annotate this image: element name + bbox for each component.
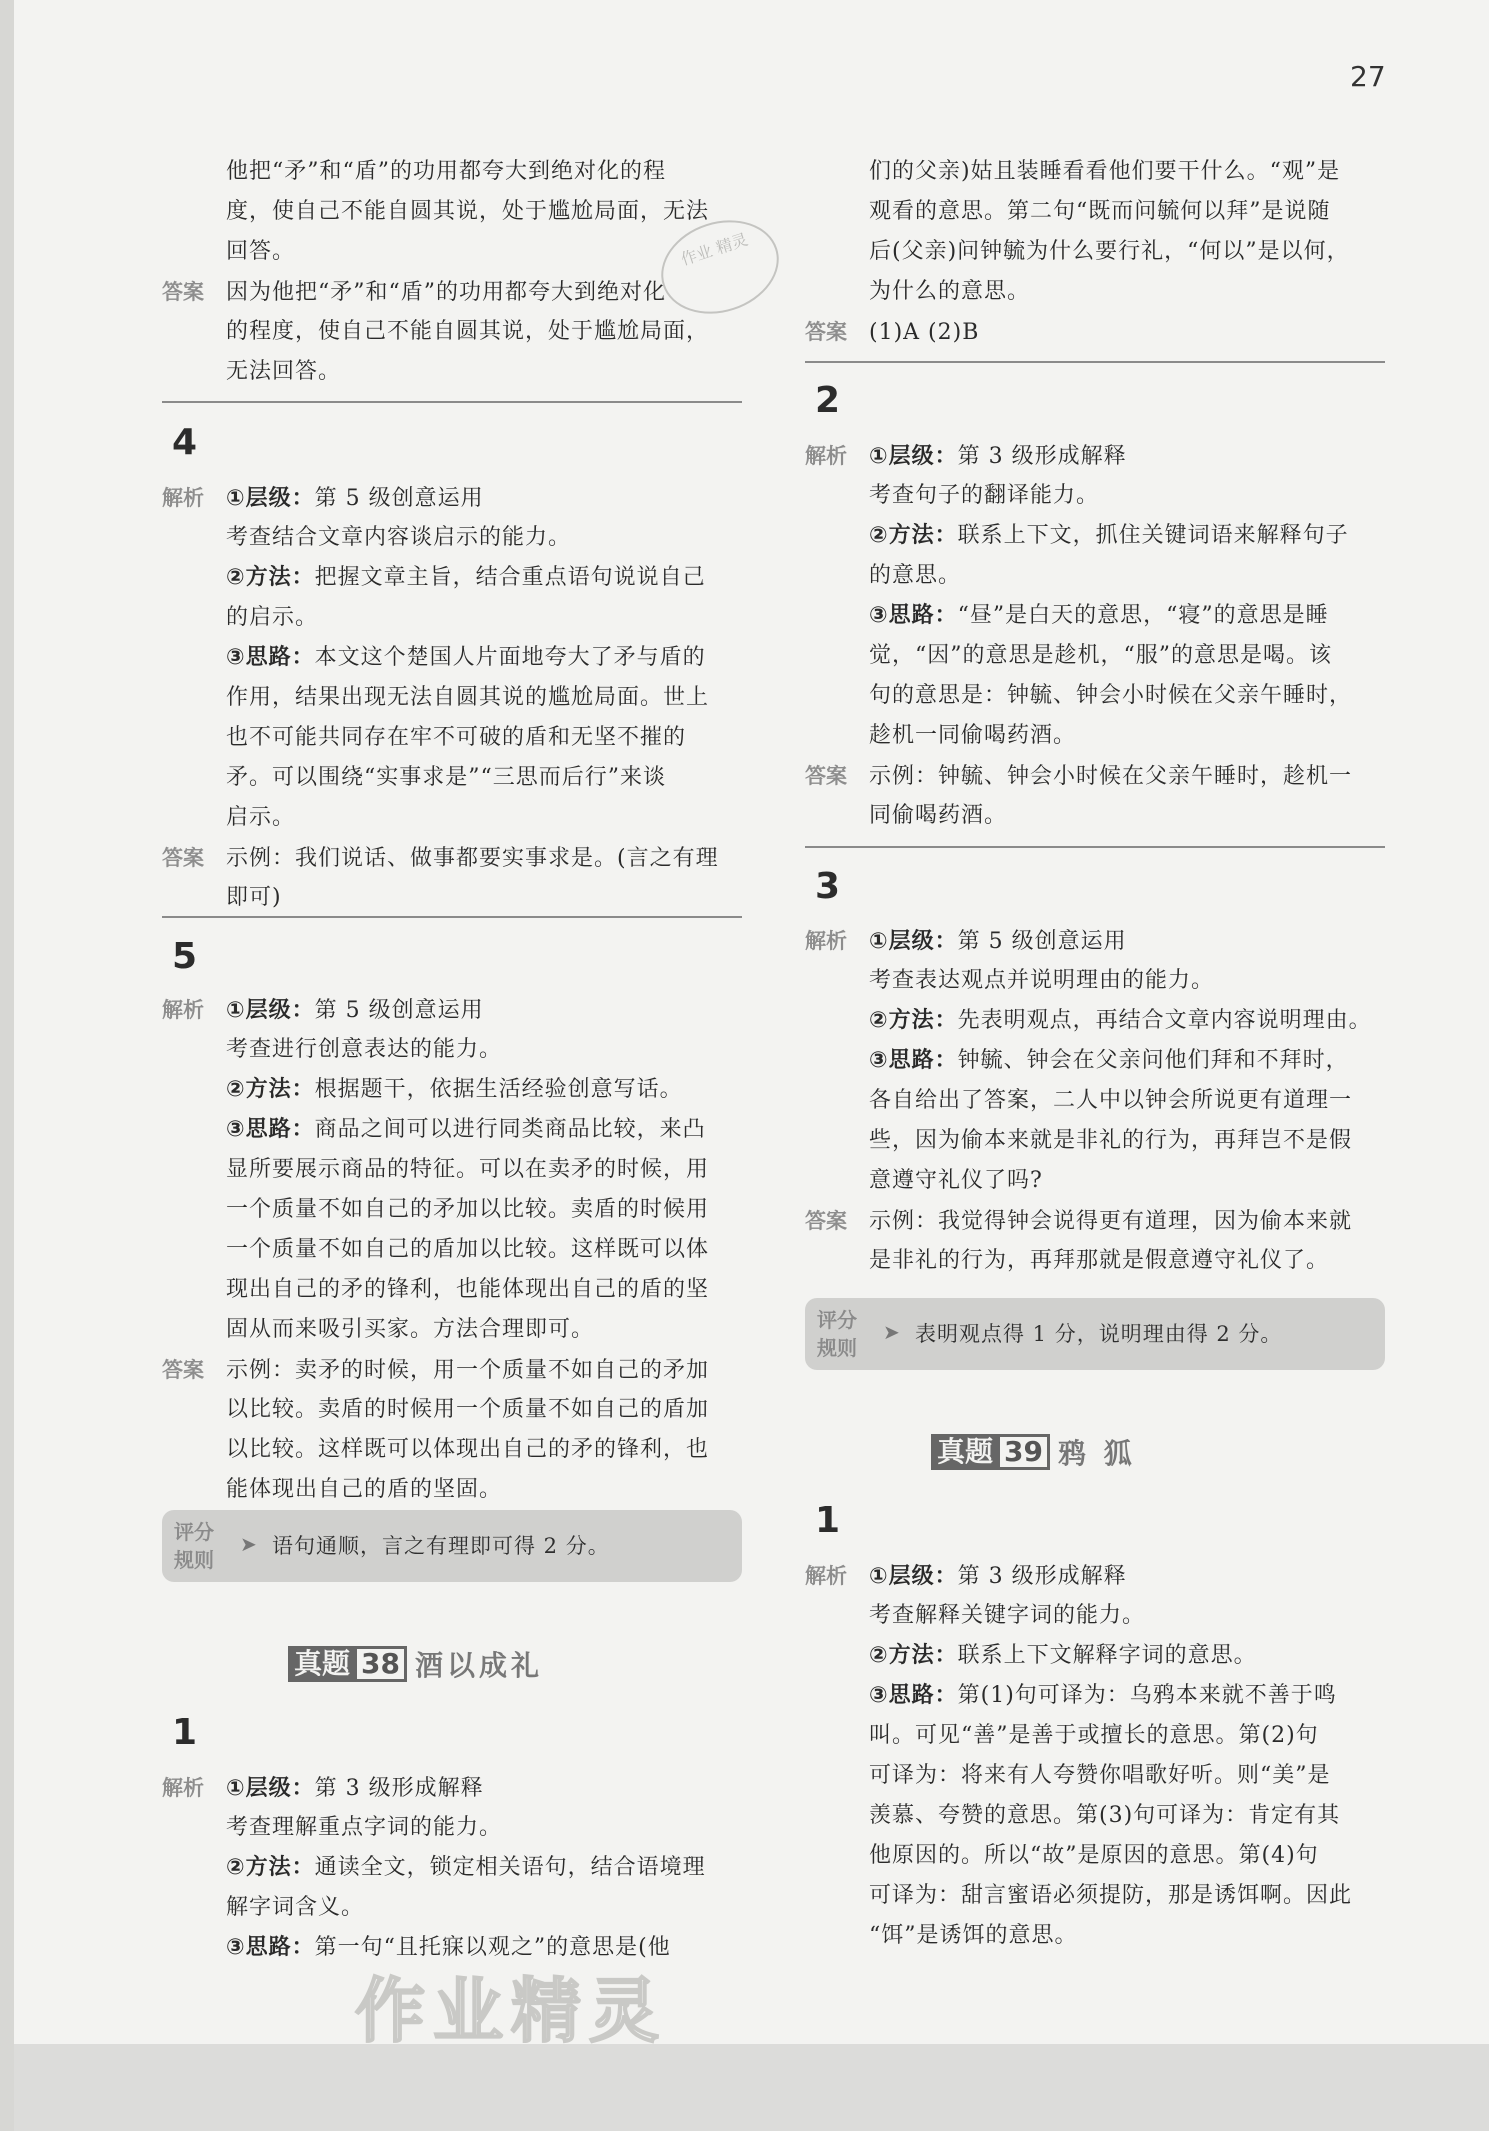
question-number: 1 bbox=[172, 1712, 198, 1753]
method-line bbox=[805, 516, 1385, 556]
text-line: 度，使自己不能自圆其说，处于尴尬局面，无法 bbox=[226, 199, 710, 224]
answer-line bbox=[162, 1350, 742, 1390]
level-line bbox=[162, 1768, 742, 1808]
text-line: 考查进行创意表达的能力。 bbox=[226, 1037, 503, 1062]
divider bbox=[162, 401, 742, 403]
text-line: 的启示。 bbox=[226, 605, 319, 630]
text-span: 钟毓、钟会在父亲问他们拜和不拜时， bbox=[957, 1048, 1349, 1073]
text-line: 显所要展示商品的特征。可以在卖矛的时候，用 bbox=[226, 1157, 710, 1182]
scoring-label-line: 评分 bbox=[817, 1308, 857, 1332]
text-line: 可译为：将来有人夸赞你唱歌好听。则“美”是 bbox=[869, 1763, 1331, 1788]
text-span: “昼”是白天的意思，“寝”的意思是睡 bbox=[957, 603, 1329, 628]
analysis-tag: 解析 bbox=[805, 444, 847, 468]
answer-tag: 答案 bbox=[805, 1209, 847, 1233]
text-line: 他原因的。所以“故”是原因的意思。第(4)句 bbox=[869, 1843, 1319, 1868]
analysis-tag: 解析 bbox=[162, 486, 204, 510]
analysis-tag: 解析 bbox=[162, 1776, 204, 1800]
divider bbox=[805, 361, 1385, 363]
text-line: 考查理解重点字词的能力。 bbox=[226, 1815, 503, 1840]
level-head: ①层级： bbox=[869, 1564, 958, 1589]
text-line: 一个质量不如自己的盾加以比较。这样既可以体 bbox=[226, 1237, 710, 1262]
continued-analysis bbox=[805, 152, 1385, 352]
level-line bbox=[805, 1556, 1385, 1596]
text-line: 能体现出自己的盾的坚固。 bbox=[226, 1477, 503, 1502]
method-head: ②方法： bbox=[869, 523, 958, 548]
text-line: 矛。可以围绕“实事求是”“三思而后行”来谈 bbox=[226, 765, 666, 790]
text-span: 因为他把“矛”和“盾”的功用都夸大到绝对化 bbox=[226, 280, 666, 305]
text-span: 联系上下文解释字词的意思。 bbox=[957, 1643, 1257, 1668]
question-5-block bbox=[162, 990, 742, 1510]
watermark-stamp: 作业 精灵 bbox=[649, 206, 791, 329]
section-title-38 bbox=[288, 1644, 543, 1684]
section-tag: 真题 bbox=[288, 1646, 356, 1682]
text-line: 考查解释关键字词的能力。 bbox=[869, 1603, 1146, 1628]
idea-line bbox=[805, 1676, 1385, 1716]
method-head: ②方法： bbox=[226, 565, 315, 590]
level-text: 第 3 级形成解释 bbox=[957, 1564, 1127, 1589]
text-span: 根据题干，依据生活经验创意写话。 bbox=[314, 1077, 683, 1102]
text-line: 为什么的意思。 bbox=[869, 279, 1031, 304]
text-line: 解字词含义。 bbox=[226, 1895, 365, 1920]
question-3-block bbox=[805, 921, 1385, 1281]
scoring-rule-box bbox=[805, 1298, 1385, 1370]
idea-head: ③思路： bbox=[226, 1117, 315, 1142]
idea-head: ③思路： bbox=[869, 603, 958, 628]
scoring-label-line: 规则 bbox=[817, 1336, 857, 1360]
text-line: 意遵守礼仪了吗? bbox=[869, 1168, 1043, 1193]
method-line bbox=[162, 1070, 742, 1110]
text-span: 先表明观点，再结合文章内容说明理由。 bbox=[957, 1008, 1372, 1033]
analysis-tag: 解析 bbox=[162, 998, 204, 1022]
intro-analysis bbox=[162, 152, 742, 392]
text-span: 示例：钟毓、钟会小时候在父亲午睡时，趁机一 bbox=[869, 764, 1353, 789]
section-38-question-1-block bbox=[162, 1768, 742, 1968]
text-span: 通读全文，锁定相关语句，结合语境理 bbox=[314, 1855, 706, 1880]
page-left-edge bbox=[0, 0, 14, 2131]
text-line: 羡慕、夸赞的意思。第(3)句可译为：肯定有其 bbox=[869, 1803, 1341, 1828]
answer-tag: 答案 bbox=[805, 320, 847, 344]
question-number: 1 bbox=[815, 1500, 841, 1541]
text-line: 现出自己的矛的锋利，也能体现出自己的盾的坚 bbox=[226, 1277, 710, 1302]
answer-tag: 答案 bbox=[162, 1358, 204, 1382]
question-number: 2 bbox=[815, 380, 841, 421]
method-line bbox=[805, 1636, 1385, 1676]
page-bottom-shadow bbox=[14, 2044, 1489, 2131]
level-text: 第 5 级创意运用 bbox=[314, 486, 484, 511]
analysis-tag: 解析 bbox=[805, 929, 847, 953]
text-line: 同偷喝药酒。 bbox=[869, 803, 1008, 828]
scoring-rule-text: 语句通顺，言之有理即可得 2 分。 bbox=[272, 1534, 610, 1558]
text-line: 各自给出了答案，二人中以钟会所说更有道理一 bbox=[869, 1088, 1353, 1113]
answer-line bbox=[162, 272, 742, 312]
level-line bbox=[162, 478, 742, 518]
text-line: 观看的意思。第二句“既而问毓何以拜”是说随 bbox=[869, 199, 1331, 224]
method-line bbox=[162, 558, 742, 598]
text-line: 趁机一同偷喝药酒。 bbox=[869, 723, 1077, 748]
level-head: ①层级： bbox=[226, 998, 315, 1023]
text-line: 后(父亲)问钟毓为什么要行礼，“何以”是以何， bbox=[869, 239, 1350, 264]
text-span: 把握文章主旨，结合重点语句说说自己 bbox=[314, 565, 706, 590]
text-line: 即可) bbox=[226, 885, 282, 910]
answer-tag: 答案 bbox=[162, 846, 204, 870]
idea-head: ③思路： bbox=[869, 1048, 958, 1073]
answer-line bbox=[805, 756, 1385, 796]
arrow-right-icon: ➤ bbox=[240, 1532, 257, 1556]
scoring-label-line: 规则 bbox=[174, 1548, 214, 1572]
text-line: 些，因为偷本来就是非礼的行为，再拜岂不是假 bbox=[869, 1128, 1353, 1153]
text-line: 也不可能共同存在牢不可破的盾和无坚不摧的 bbox=[226, 725, 687, 750]
idea-head: ③思路： bbox=[226, 645, 315, 670]
analysis-tag: 解析 bbox=[805, 1564, 847, 1588]
text-span: 本文这个楚国人片面地夸大了矛与盾的 bbox=[314, 645, 706, 670]
level-text: 第 5 级创意运用 bbox=[957, 929, 1127, 954]
idea-line bbox=[805, 1041, 1385, 1081]
answer-line bbox=[805, 1201, 1385, 1241]
text-line: 们的父亲)姑且装睡看看他们要干什么。“观”是 bbox=[869, 159, 1341, 184]
question-number: 5 bbox=[172, 936, 198, 977]
level-text: 第 3 级形成解释 bbox=[314, 1776, 484, 1801]
watermark-text: 作业精灵 bbox=[355, 1970, 667, 2052]
answer-line bbox=[805, 312, 1385, 352]
text-line: 他把“矛”和“盾”的功用都夸大到绝对化的程 bbox=[226, 159, 666, 184]
idea-head: ③思路： bbox=[869, 1683, 958, 1708]
idea-head: ③思路： bbox=[226, 1935, 315, 1960]
scoring-rule-label bbox=[174, 1518, 234, 1574]
level-line bbox=[805, 921, 1385, 961]
text-span: 第一句“且托寐以观之”的意思是(他 bbox=[314, 1935, 671, 1960]
method-line bbox=[805, 1001, 1385, 1041]
section-name: 鸦 狐 bbox=[1057, 1437, 1136, 1470]
question-number: 3 bbox=[815, 866, 841, 907]
method-head: ②方法： bbox=[226, 1855, 315, 1880]
level-head: ①层级： bbox=[869, 929, 958, 954]
text-span: 示例：我们说话、做事都要实事求是。(言之有理 bbox=[226, 846, 719, 871]
section-title-39 bbox=[931, 1432, 1136, 1472]
text-line: 的程度，使自己不能自圆其说，处于尴尬局面， bbox=[226, 319, 710, 344]
text-line: 启示。 bbox=[226, 805, 296, 830]
text-span: (1)A (2)B bbox=[869, 320, 980, 345]
text-line: 考查结合文章内容谈启示的能力。 bbox=[226, 525, 572, 550]
scoring-rule-text: 表明观点得 1 分，说明理由得 2 分。 bbox=[915, 1322, 1283, 1346]
text-line: 以比较。卖盾的时候用一个质量不如自己的盾加 bbox=[226, 1397, 710, 1422]
text-line: 无法回答。 bbox=[226, 359, 342, 384]
text-line: 觉，“因”的意思是趁机，“服”的意思是喝。该 bbox=[869, 643, 1332, 668]
method-head: ②方法： bbox=[869, 1643, 958, 1668]
text-span: 第(1)句可译为：乌鸦本来就不善于鸣 bbox=[957, 1683, 1337, 1708]
method-line bbox=[162, 1848, 742, 1888]
method-head: ②方法： bbox=[226, 1077, 315, 1102]
idea-line bbox=[805, 596, 1385, 636]
text-span: 示例：卖矛的时候，用一个质量不如自己的矛加 bbox=[226, 1358, 710, 1383]
question-number: 4 bbox=[172, 422, 198, 463]
text-line: 固从而来吸引买家。方法合理即可。 bbox=[226, 1317, 595, 1342]
text-line: 是非礼的行为，再拜那就是假意遵守礼仪了。 bbox=[869, 1248, 1330, 1273]
question-4-block bbox=[162, 478, 742, 918]
idea-line bbox=[162, 638, 742, 678]
scoring-rule-label bbox=[817, 1306, 877, 1362]
text-line: 句的意思是：钟毓、钟会小时候在父亲午睡时， bbox=[869, 683, 1353, 708]
level-head: ①层级： bbox=[226, 1776, 315, 1801]
text-span: 示例：我觉得钟会说得更有道理，因为偷本来就 bbox=[869, 1209, 1353, 1234]
text-line: “饵”是诱饵的意思。 bbox=[869, 1923, 1078, 1948]
divider bbox=[162, 916, 742, 918]
section-39-question-1-block bbox=[805, 1556, 1385, 1956]
section-number: 38 bbox=[354, 1646, 407, 1682]
section-tag: 真题 bbox=[931, 1434, 999, 1470]
text-line: 叫。可见“善”是善于或擅长的意思。第(2)句 bbox=[869, 1723, 1319, 1748]
text-line: 考查句子的翻译能力。 bbox=[869, 483, 1100, 508]
level-head: ①层级： bbox=[226, 486, 315, 511]
text-line: 作用，结果出现无法自圆其说的尴尬局面。世上 bbox=[226, 685, 710, 710]
text-line: 一个质量不如自己的矛加以比较。卖盾的时候用 bbox=[226, 1197, 710, 1222]
page-number: 27 bbox=[1350, 60, 1386, 93]
level-head: ①层级： bbox=[869, 444, 958, 469]
answer-tag: 答案 bbox=[162, 280, 204, 304]
level-line bbox=[162, 990, 742, 1030]
section-name: 酒以成礼 bbox=[414, 1649, 543, 1682]
answer-line bbox=[162, 838, 742, 878]
arrow-right-icon: ➤ bbox=[883, 1320, 900, 1344]
text-line: 考查表达观点并说明理由的能力。 bbox=[869, 968, 1215, 993]
divider bbox=[805, 846, 1385, 848]
scoring-rule-box bbox=[162, 1510, 742, 1582]
answer-tag: 答案 bbox=[805, 764, 847, 788]
question-2-block bbox=[805, 436, 1385, 836]
scoring-label-line: 评分 bbox=[174, 1520, 214, 1544]
text-line: 可译为：甜言蜜语必须提防，那是诱饵啊。因此 bbox=[869, 1883, 1353, 1908]
text-line: 以比较。这样既可以体现出自己的矛的锋利，也 bbox=[226, 1437, 710, 1462]
text-line: 的意思。 bbox=[869, 563, 962, 588]
text-span: 联系上下文，抓住关键词语来解释句子 bbox=[957, 523, 1349, 548]
level-text: 第 5 级创意运用 bbox=[314, 998, 484, 1023]
idea-line bbox=[162, 1110, 742, 1150]
text-span: 商品之间可以进行同类商品比较，来凸 bbox=[314, 1117, 706, 1142]
level-text: 第 3 级形成解释 bbox=[957, 444, 1127, 469]
section-number: 39 bbox=[997, 1434, 1050, 1470]
text-line: 回答。 bbox=[226, 239, 296, 264]
method-head: ②方法： bbox=[869, 1008, 958, 1033]
level-line bbox=[805, 436, 1385, 476]
